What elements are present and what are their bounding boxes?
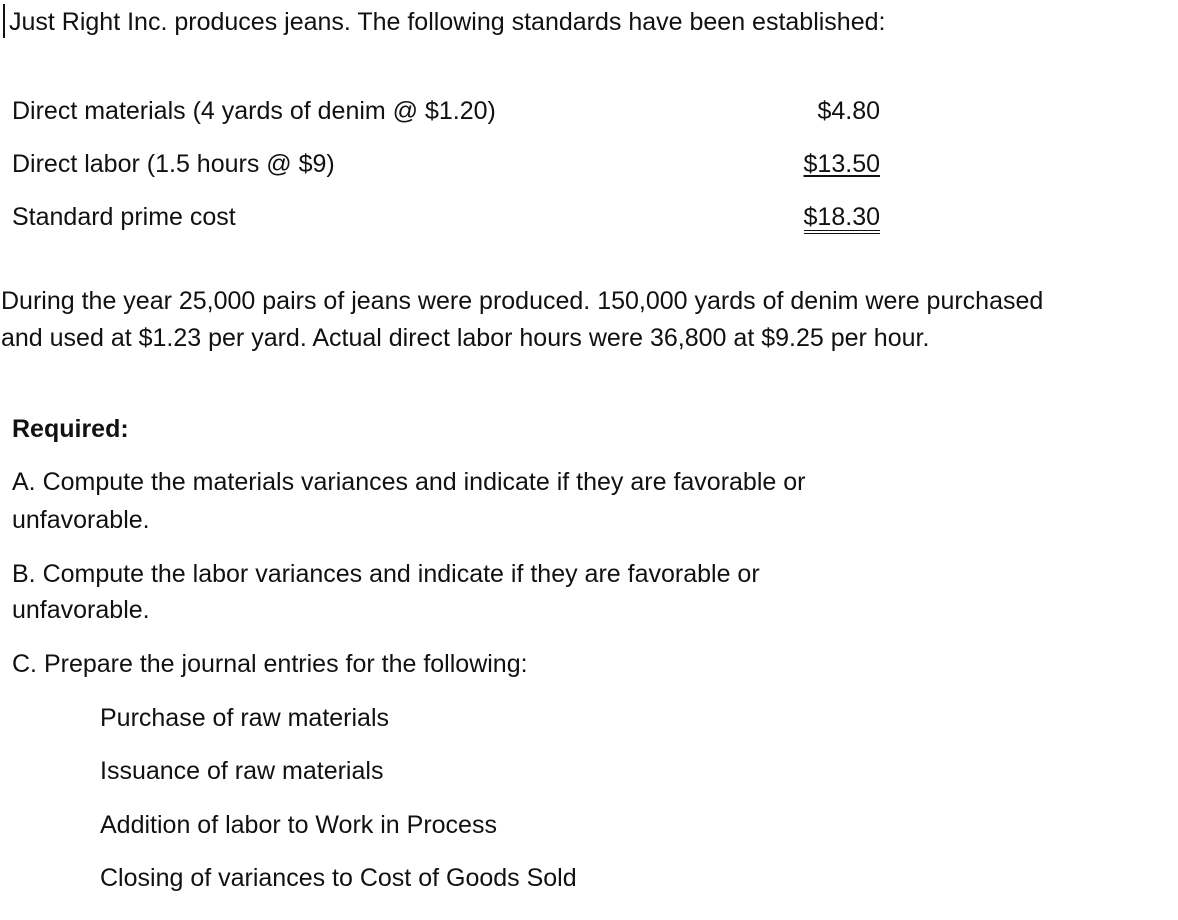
standard-prime-cost-amount: $18.30 <box>804 204 880 234</box>
facts-line-1: During the year 25,000 pairs of jeans were produced. 150,000 yards of denim were purchased <box>1 287 1044 315</box>
requirement-b-line-1: B. Compute the labor variances and indicate if they are favorable or <box>12 560 760 588</box>
required-heading: Required: <box>12 415 129 443</box>
standard-direct-materials-amount: $4.80 <box>817 97 880 125</box>
journal-entry-item: Issuance of raw materials <box>100 757 384 785</box>
requirement-c-line: C. Prepare the journal entries for the following: <box>12 650 528 678</box>
intro-text: Just Right Inc. produces jeans. The following standards have been established: <box>9 8 886 36</box>
standard-direct-labor-label: Direct labor (1.5 hours @ $9) <box>12 150 335 178</box>
journal-entry-item: Addition of labor to Work in Process <box>100 811 497 839</box>
journal-entry-item: Purchase of raw materials <box>100 704 390 732</box>
text-cursor <box>3 4 5 38</box>
facts-line-2: and used at $1.23 per yard. Actual direct labor hours were 36,800 at $9.25 per hour. <box>1 324 930 352</box>
standard-direct-materials-label: Direct materials (4 yards of denim @ $1.20) <box>12 97 496 125</box>
requirement-a-line-1: A. Compute the materials variances and indicate if they are favorable or <box>12 468 806 496</box>
requirement-b-line-2: unfavorable. <box>12 596 150 624</box>
requirement-a-line-2: unfavorable. <box>12 506 150 534</box>
standard-prime-cost-label: Standard prime cost <box>12 203 236 231</box>
journal-entry-item: Closing of variances to Cost of Goods Sold <box>100 864 577 892</box>
standard-direct-labor-amount: $13.50 <box>803 150 880 178</box>
